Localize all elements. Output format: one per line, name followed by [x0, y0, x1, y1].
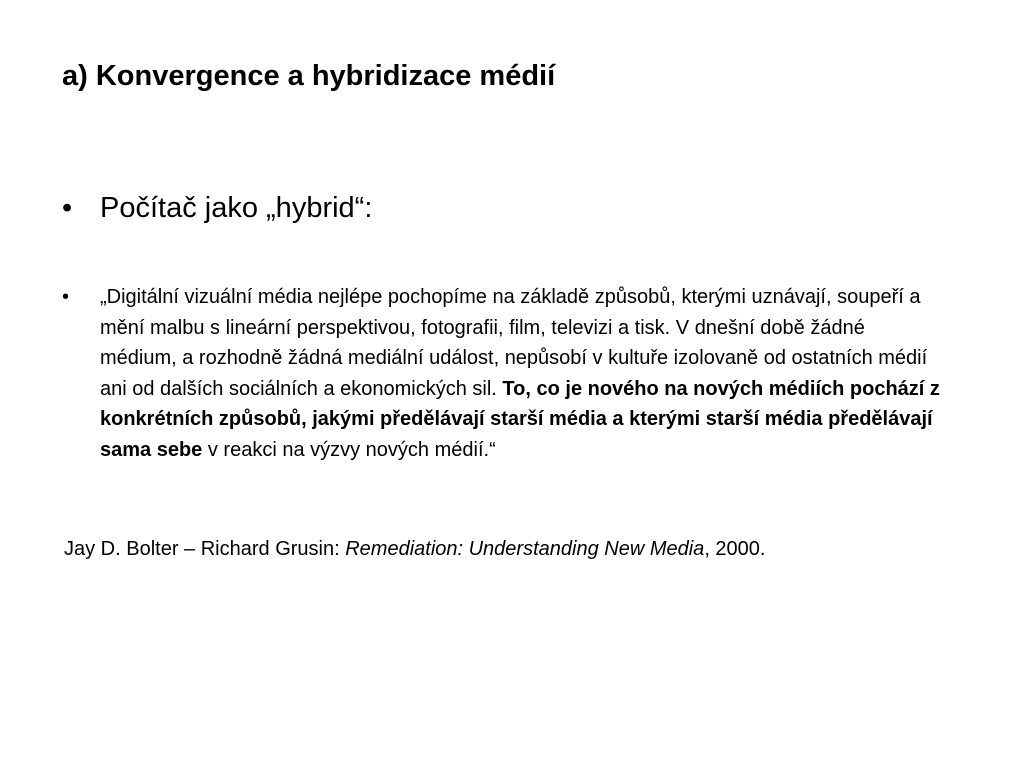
bullet-icon: • [62, 192, 73, 224]
citation-work: Remediation: Understanding New Media [345, 538, 705, 560]
quote-bullet [62, 282, 942, 466]
quote-text [100, 282, 942, 466]
quote-emphasis: To, co je nového na nových médiích pochází z konkrétních způsobů, jakými předělávají starší média a kterými starší média předělávají sama sebe [100, 377, 940, 461]
citation-year: , 2000. [704, 538, 766, 560]
slide-title: a) Konvergence a hybridizace médií [62, 60, 556, 92]
bullet-icon: • [62, 286, 70, 308]
main-bullet-text: Počítač jako „hybrid“: [100, 192, 373, 224]
quote-part-2: v reakci na výzvy nových médií.“ [202, 438, 496, 461]
quote-part-1: „Digitální vizuální média nejlépe pochopíme na základě způsobů, kterými uznávají, soupeří a mění malbu s lineární perspektivou, fotografii, film, televizi a tisk. V dnešní době žádné médium, a rozhodně žádná mediální událost, nepůsobí v kultuře izolovaně od ostatních médií ani od dalších sociálních a ekonomických sil. [100, 286, 928, 400]
citation-authors: Jay D. Bolter – Richard Grusin: [64, 538, 346, 560]
citation [64, 534, 765, 564]
